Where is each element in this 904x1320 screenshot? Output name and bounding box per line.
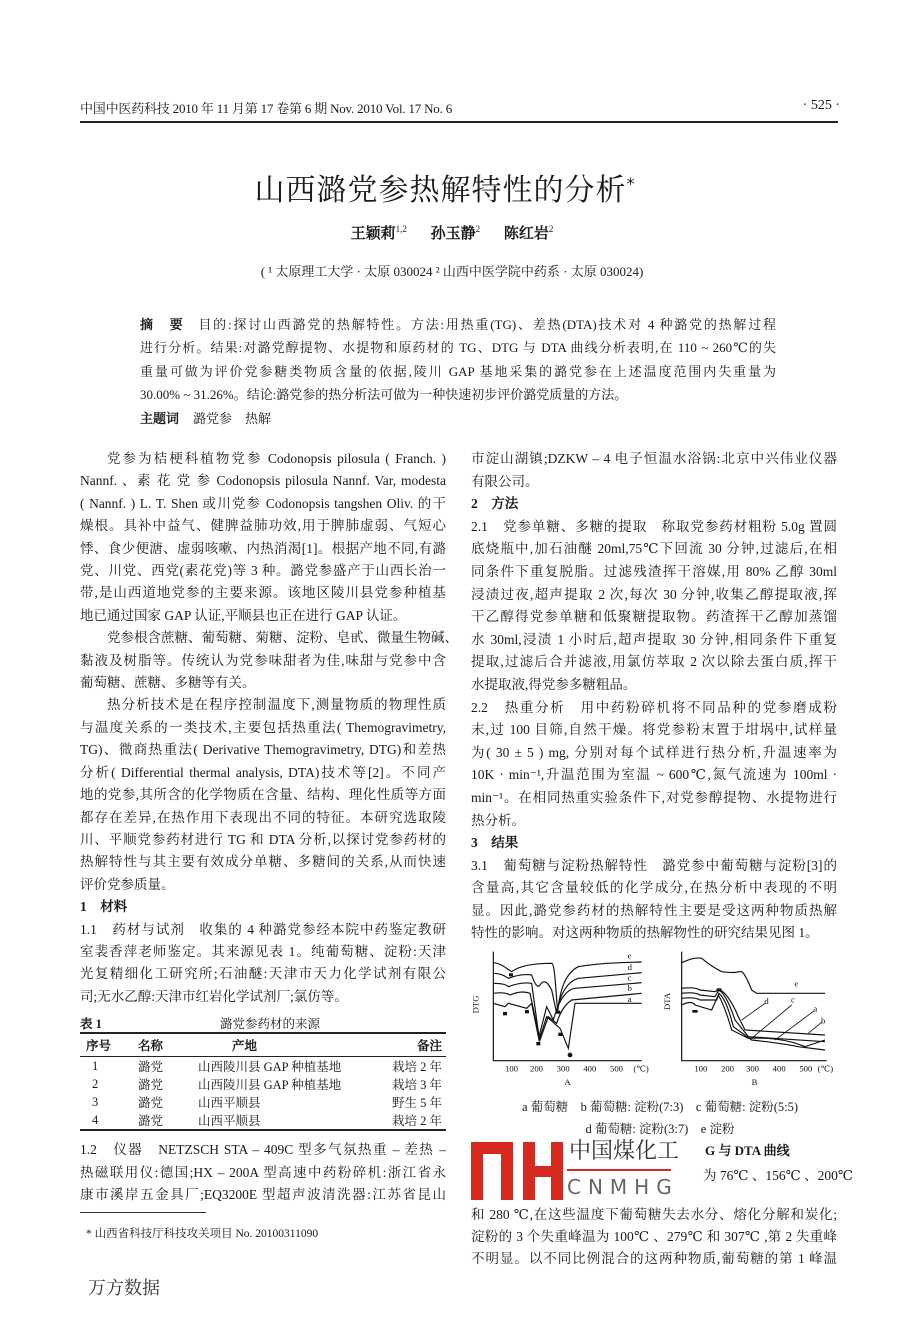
x-tick-label: 500 (799, 1063, 813, 1074)
x-tick-label: 100 (505, 1063, 518, 1074)
text-line: 为( 30 ± 5 ) mg, 分别对每个试样进行热分析,升温速率为 (471, 744, 837, 760)
table-cell: 栽培 2 年 (391, 1060, 442, 1074)
curve-label: c (627, 972, 632, 983)
watermark-rule (567, 1169, 671, 1171)
column-header: 备注 (366, 1033, 446, 1057)
abstract-line: 重量可做为评价党参糖类物质含量的依据,陵川 GAP 基地采集的潞党参在上述温度范围内失重量为 (140, 363, 776, 379)
keywords-label: 主题词 (140, 410, 180, 426)
author (504, 226, 554, 242)
section-1-2 (80, 1139, 446, 1207)
text-line: 1.1 药材与试剂 收集的 4 种潞党参经本院中药鉴定教研 (80, 921, 446, 937)
section-heading: 1 材料 (80, 899, 128, 915)
table-cell: 4 (80, 1111, 130, 1130)
text-line: 党、川党、西党(素花党)等 3 种。潞党参盛产于山西长治一 (80, 563, 446, 579)
results-continued (471, 1204, 837, 1271)
x-tick-label: 200 (530, 1063, 543, 1074)
text-line: 提取,过滤后合并滤液,用氯仿萃取 2 次以除去蛋白质,挥干 (471, 654, 837, 670)
x-tick-label: 200 (721, 1063, 734, 1074)
text-line: 淀粉的 3 个失重峰温为 100℃ 、279℃ 和 307℃ ,第 2 失重峰 (471, 1229, 837, 1245)
left-column (80, 448, 458, 1008)
abstract-line: 30.00% ~ 31.26%。结论:潞党参的热分析法可做为一种快速初步评价潞党质量的方法。 (140, 387, 628, 403)
text-line: 地的党参,其所含的化学物质在含量、结构、理化性质等方面 (80, 787, 446, 803)
abstract-line: 进行分析。结果:对潞党醇提物、水提物和原药材的 TG、DTG 与 DTA 曲线分析表明,在 110 ~ 260℃的失 (140, 340, 776, 356)
wanfang-data-mark: 万方数据 (88, 1278, 160, 1299)
journal-header: 中国中医药科技 2010 年 11 月第 17 卷第 6 期 Nov. 2010 Vol. 17 No. 6 (80, 101, 452, 116)
text-line: ( Nannf. ) L. T. Shen 或川党参 Codonopsis tangshen Oliv. 的干 (80, 495, 446, 511)
text-line: 2.1 党参单糖、多糖的提取 称取党参药材粗粉 5.0g 置圆 (471, 518, 837, 534)
text-line: 有限公司。 (471, 473, 539, 489)
table-row (80, 1093, 446, 1111)
author-affil: 2 (475, 224, 481, 234)
table-cell: 栽培 2 年 (366, 1111, 446, 1130)
panel-label-a: A (564, 1077, 571, 1087)
footnote: * 山西省科技厅科技攻关项目 No. 20100311090 (86, 1228, 319, 1240)
y-axis-label-b: DTA (662, 992, 672, 1010)
curve-label: e (627, 950, 632, 961)
text-line: 评价党参质量。 (80, 876, 175, 892)
text-line: 热磁联用仪:德国;HX – 200A 型高速中药粉碎机:浙江省永 (80, 1164, 446, 1180)
figure-title-fragment: G 与 DTA 曲线 (705, 1143, 790, 1158)
text-line: 葡萄糖、蔗糖、多糖等有关。 (80, 675, 256, 691)
x-tick-label: 300 (556, 1063, 570, 1074)
text-line: 含量高,其它含量较低的化学成分,在热分析中表现的不明 (471, 880, 837, 896)
table-cell: 潞党 (138, 1060, 164, 1074)
curve-label: b (821, 1015, 826, 1026)
text-line: min⁻¹。在相同热重实验条件下,对党参醇提物、水提物进行 (471, 789, 837, 805)
text-line: 都存在差异,在热作用下表现出不同的特征。本研究选取陵 (80, 809, 446, 825)
text-line: 10K · min⁻¹,升温范围为室温 ~ 600℃,氮气流速为 100ml · (471, 767, 837, 783)
abstract-line (140, 313, 776, 336)
footnote-rule (80, 1212, 206, 1213)
abstract-label: 摘 要 (140, 317, 185, 332)
text-line: 康市溪岸五金具厂;EQ3200E 型超声波清洗器:江苏省昆山 (80, 1187, 446, 1202)
source-table (80, 1032, 446, 1131)
x-tick-label: 500 (610, 1063, 623, 1074)
text-line: 悸、食少便溏、虚弱咳嗽、内热消渴[1]。根据产地不同,有潞 (80, 540, 446, 556)
section-heading: 2 方法 (471, 496, 519, 512)
curve-label: e (794, 978, 799, 989)
watermark-text-cn: 中国煤化工 (569, 1139, 680, 1164)
table-row (80, 1111, 446, 1130)
text-line: 光复精细化工研究所;石油醚:天津市天力化学试剂有限公 (80, 966, 446, 982)
table-cell: 栽培 3 年 (391, 1078, 442, 1092)
right-column (471, 448, 837, 945)
text-line: 党参为桔梗科植物党参 Codonopsis pilosula ( Franch. ) (107, 451, 446, 466)
curve-label: d (764, 996, 769, 1006)
text-line: 司;无水乙醇:天津市红岩化学试剂厂;氯仿等。 (80, 988, 348, 1004)
text-line: 黏液及树脂等。传统认为党参味甜者为佳,味甜与党参中含 (80, 652, 446, 668)
author-affil: 2 (548, 224, 554, 234)
section-heading: 3 结果 (471, 835, 519, 851)
table-cell: 3 (92, 1094, 99, 1109)
x-tick-label: 400 (583, 1063, 597, 1074)
table-cell: 山西平顺县 (188, 1111, 366, 1130)
text-line: 市淀山湖镇;DZKW – 4 电子恒温水浴锅:北京中兴伟业仪器 (471, 451, 837, 466)
table-cell: 山西平顺县 (198, 1096, 261, 1110)
text-line: 3.1 葡萄糖与淀粉热解特性 潞党参中葡萄糖与淀粉[3]的 (471, 857, 837, 873)
curve-b-b (682, 995, 825, 1047)
abstract (140, 313, 776, 430)
text-line: 燥根。具补中益气、健脾益肺功效,用于脾肺虚弱、气短心 (80, 518, 446, 534)
text-line: Nannf. 、素 花 党 参 Codonopsis pilosula Nannf. Var, modesta (80, 473, 446, 489)
author-name: 孙玉静 (430, 226, 476, 242)
table-cell: 2 (92, 1076, 99, 1091)
figure-legend-line: d 葡萄糖: 淀粉(3:7) e 淀粉 (585, 1122, 735, 1136)
text-line: 地已通过国家 GAP 认证,平顺县也正在进行 GAP 认证。 (80, 607, 407, 623)
table-cell: 野生 5 年 (391, 1096, 442, 1110)
table-cell: 1 (92, 1058, 99, 1073)
axis-b (682, 952, 827, 1061)
watermark-text-latin: CNMHG (567, 1175, 679, 1199)
curve-a-b (493, 992, 641, 1040)
table-cell: 潞党 (130, 1111, 188, 1130)
text-line: 水提取液,得党参多糖粗品。 (471, 676, 637, 692)
text-line: 末,过 100 目筛,自然干燥。将党参粉末置于坩埚中,试样量 (471, 722, 837, 738)
text-line: 热解特性与其主要有效成分单糖、多糖间的关系,从而快速 (80, 854, 446, 870)
text-line: 底烧瓶中,加石油醚 20ml,75℃下回流 30 分钟,过滤后,在相 (471, 541, 837, 557)
x-tick-label: 400 (772, 1063, 786, 1074)
text-line: 同条件下重复脱脂。过滤残渣挥干溶媒,用 80% 乙醇 30ml (471, 563, 837, 579)
table-cell: 山西陵川县 GAP 种植基地 (198, 1060, 342, 1074)
header-rule (80, 121, 838, 123)
text-line: 热分析技术是在程序控制温度下,测量物质的物理性质 (107, 697, 446, 713)
text-line: 带,是山西道地党参的主要来源。该地区陵川县党参种植基 (80, 585, 446, 601)
column-header: 产地 (188, 1033, 366, 1057)
x-tick-label: (℃) (817, 1063, 834, 1074)
figure-legend-line: a 葡萄糖 b 葡萄糖: 淀粉(7:3) c 葡萄糖: 淀粉(5:5) (521, 1100, 798, 1114)
x-tick-label: 100 (694, 1063, 708, 1074)
keywords (140, 407, 776, 430)
curve-b-a (682, 993, 825, 1050)
x-tick-label: 300 (746, 1063, 759, 1074)
text-line: 室裴香萍老师鉴定。其来源见表 1。纯葡萄糖、淀粉:天津 (80, 943, 446, 959)
author-affil: 1,2 (395, 224, 407, 234)
author-name: 陈红岩 (503, 226, 549, 242)
text-line: 干乙醇得党参单糖和低聚糖提取物。药渣挥干乙醇加蒸馏 (471, 609, 837, 625)
text-line: 川、平顺党参药材进行 TG 和 DTA 分析,以探讨党参药材的 (80, 831, 446, 847)
text-line: TG)、微商热重法( Derivative Themogravimetry, DTG)和差热 (80, 742, 446, 758)
author-list (0, 222, 904, 243)
column-header: 名称 (130, 1033, 188, 1057)
y-axis-label-a: DTG (470, 995, 481, 1014)
text-line: 和 280 ℃,在这些温度下葡萄糖失去水分、熔化分解和炭化; (471, 1207, 837, 1222)
text-line: 1.2 仪器 NETZSCH STA – 409C 型多气氛热重 – 差热 – (80, 1142, 446, 1157)
table-title (80, 1014, 446, 1030)
curve-label: c (791, 994, 795, 1005)
table-caption: 潞党参药材的来源 (220, 1017, 321, 1031)
text-line: 水 30ml,浸渍 1 小时后,超声提取 30 分钟,相同条件下重复 (471, 631, 837, 647)
curve-label: b (627, 983, 632, 993)
curve-b-e (682, 958, 825, 993)
text-line: 显。因此,潞党参药材的热解特性主要是受这两种物质热解 (471, 902, 837, 918)
table-header-row (80, 1033, 446, 1057)
author (351, 226, 407, 242)
text-line: 分析( Differential thermal analysis, DTA)技术等[2]。不同产 (80, 764, 446, 780)
table-cell: 潞党 (138, 1078, 164, 1092)
title-footnote-mark: * (626, 174, 636, 193)
text-line: 为 76℃ 、156℃ 、200℃ (703, 1168, 853, 1183)
page-number: · 525 · (802, 98, 840, 113)
table-row (80, 1057, 446, 1076)
curve-label: a (627, 994, 632, 1004)
text-line: 2.2 热重分析 用中药粉碎机将不同品种的党参磨成粉 (471, 699, 837, 715)
abstract-text: 目的:探讨山西潞党的热解特性。方法:用热重(TG)、差热(DTA)技术对 4 种潞党的热解过程 (198, 317, 776, 332)
keywords-text: 潞党参 热解 (193, 410, 272, 426)
affiliations: ( ¹ 太原理工大学 · 太原 030024 ² 山西中医学院中药系 · 太原 030024) (260, 264, 644, 279)
text-line: 特性的影响。对这两种物质的热解物性的研究结果见图 1。 (471, 925, 819, 941)
table-cell: 潞党 (138, 1096, 164, 1110)
author-name: 王颖莉 (350, 226, 396, 242)
axis-a (493, 952, 641, 1061)
article-title (0, 165, 890, 209)
text-line: 与温度关系的一类技术,主要包括热重法( Themogravimetry, (80, 719, 446, 735)
author (431, 226, 481, 242)
text-line: 热分析。 (471, 812, 525, 828)
curve-a-a (493, 1003, 641, 1048)
column-header: 序号 (80, 1033, 130, 1057)
table-row (80, 1075, 446, 1093)
table-number: 表 1 (80, 1017, 102, 1031)
text-line: 浸渍过夜,超声提取 2 次,每次 30 分钟,收集乙醇提取液,挥 (471, 586, 837, 602)
curve-label: a (813, 1003, 818, 1014)
cnmhg-watermark-logo (471, 1139, 686, 1202)
x-tick-label: (℃) (633, 1063, 649, 1074)
text-line: 党参根含蔗糖、葡萄糖、菊糖、淀粉、皂甙、微量生物碱、 (107, 630, 458, 646)
curve-a-c (493, 983, 641, 1037)
text-line: 不明显。以不同比例混合的这两种物质,葡萄糖的第 1 峰温 (471, 1251, 837, 1267)
title-text: 山西潞党参热解特性的分析 (254, 173, 627, 208)
table-cell: 山西陵川县 GAP 种植基地 (198, 1078, 342, 1092)
curve-label: d (627, 962, 632, 972)
panel-label-b: B (751, 1077, 758, 1087)
